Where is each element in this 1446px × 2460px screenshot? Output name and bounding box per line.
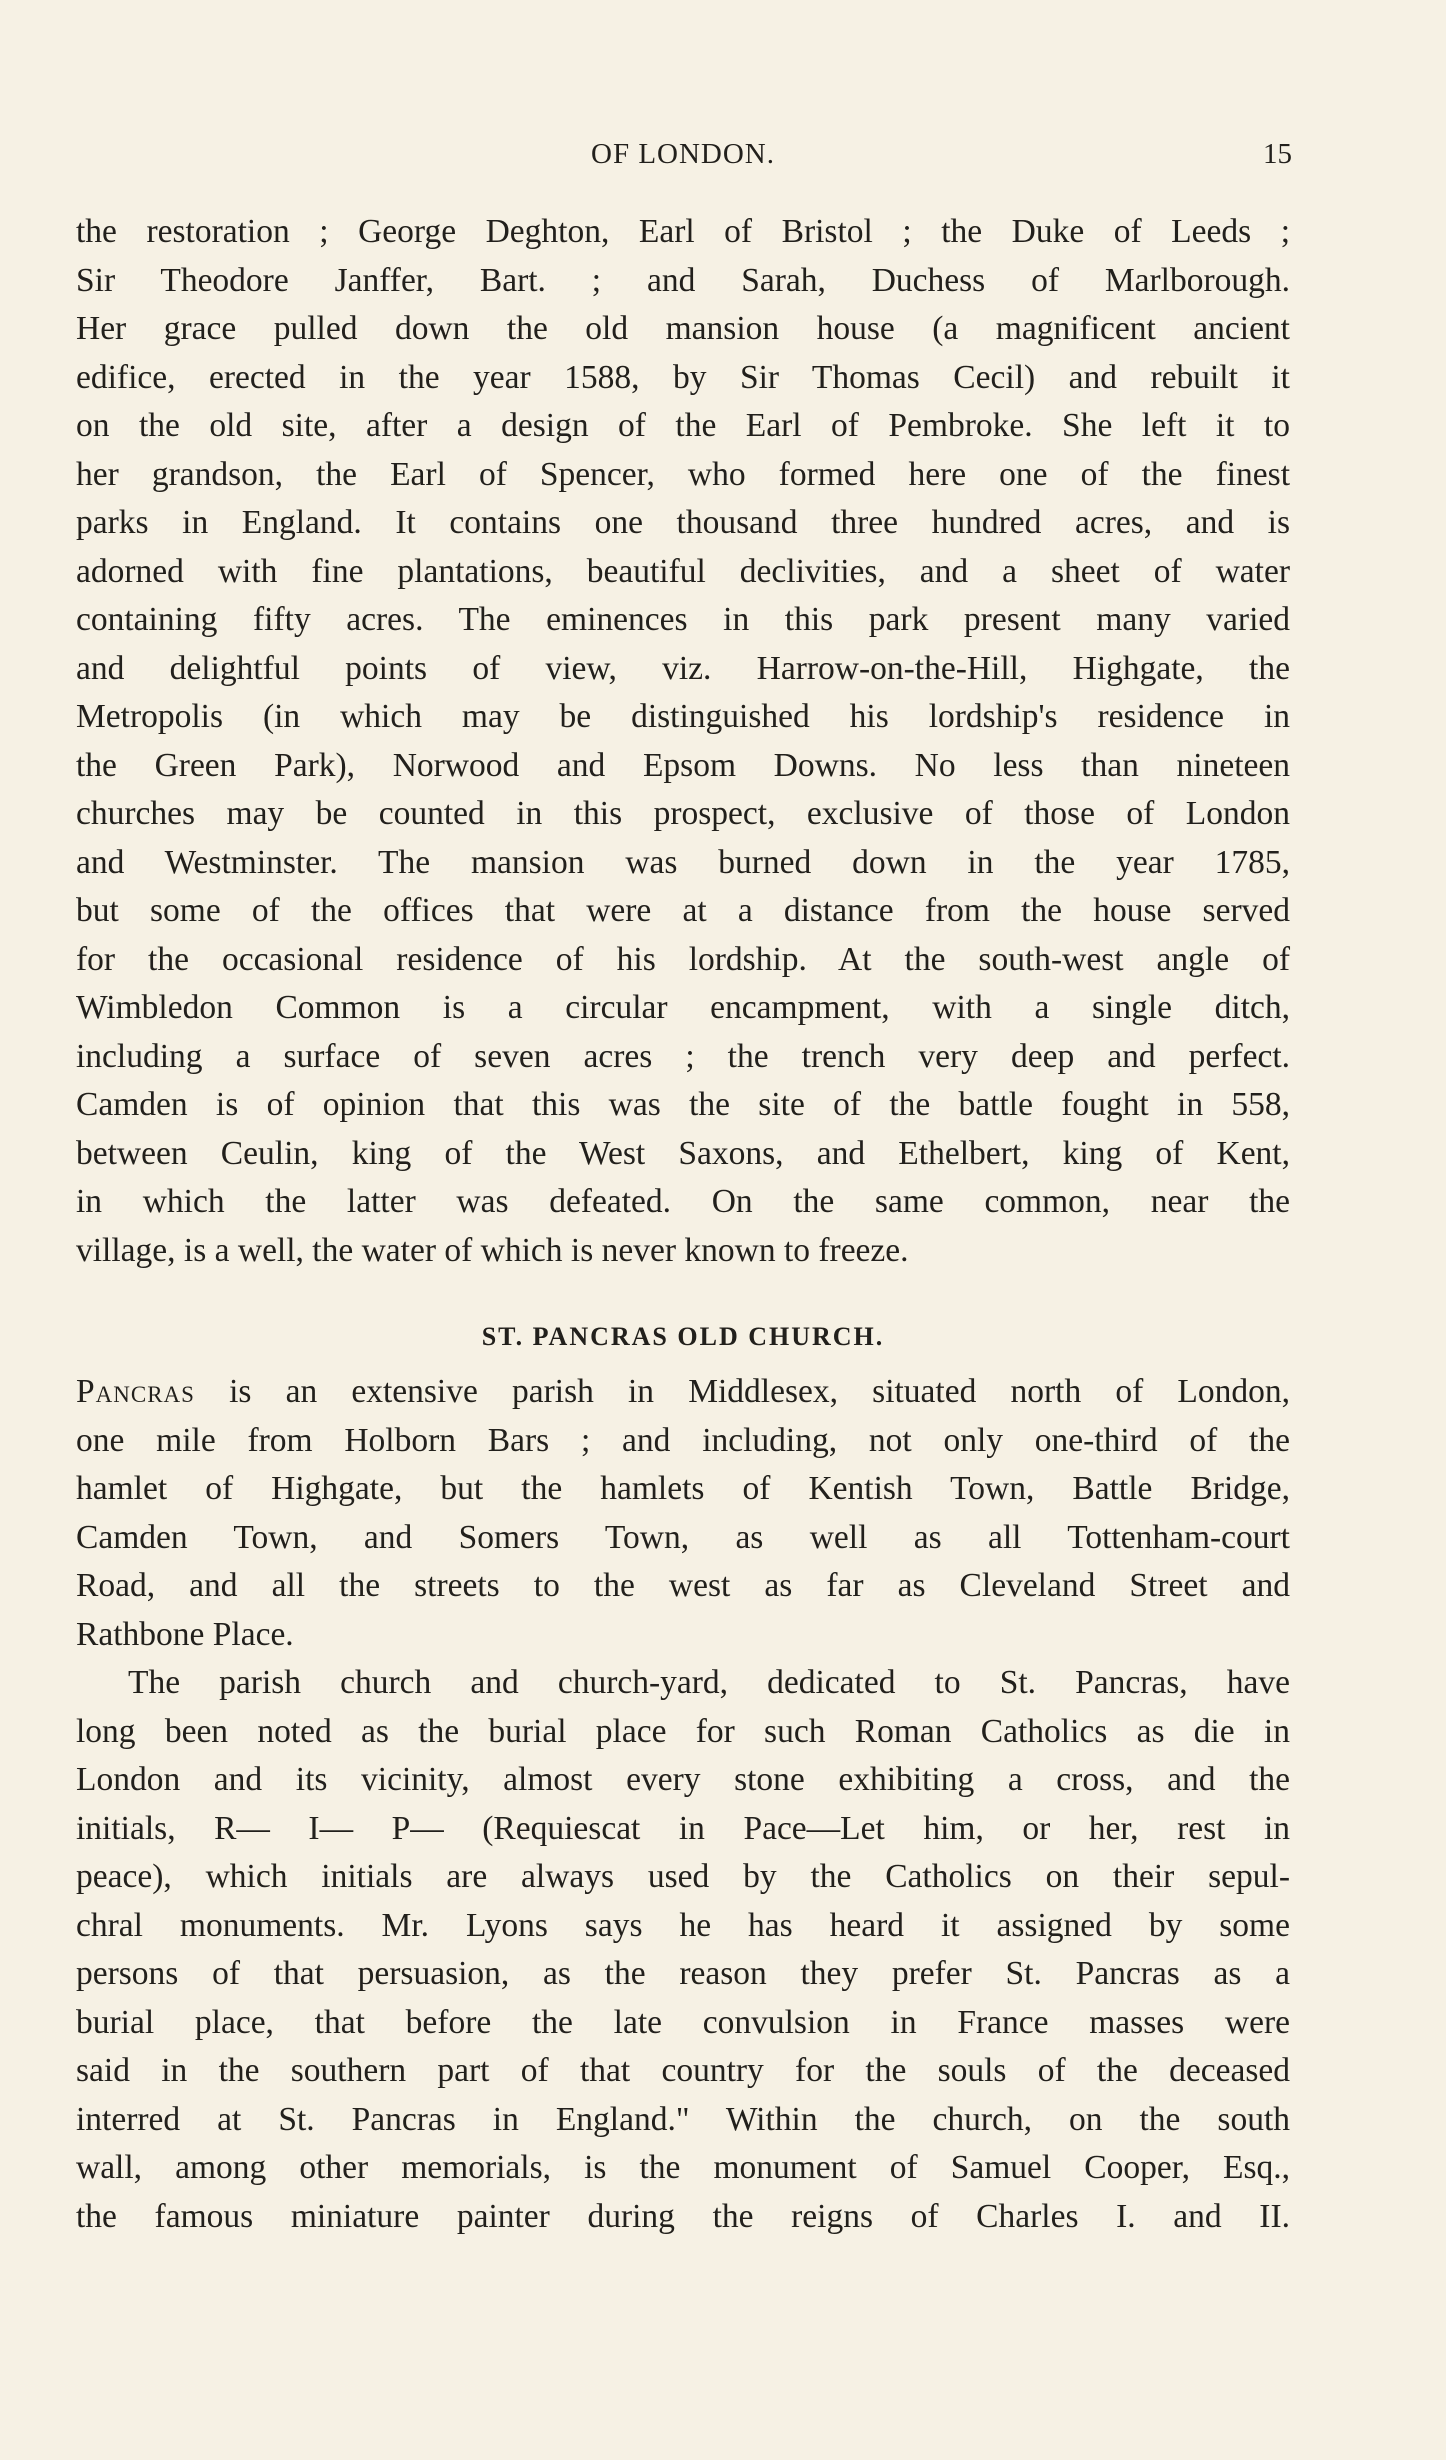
text-line: Camden Town, and Somers Town, as well as all Tottenham-court — [76, 1518, 1290, 1556]
drop-word: Pancras — [76, 1373, 195, 1410]
text-line: in which the latter was defeated. On the same common, near the — [76, 1183, 1290, 1220]
text-line: adorned with fine plantations, beautiful declivities, and a sheet of water — [76, 552, 1290, 590]
text-line: Rathbone Place. — [76, 1615, 294, 1653]
text-line: her grandson, the Earl of Spencer, who formed here one of the finest — [76, 455, 1290, 493]
page-number: 15 — [1263, 138, 1292, 170]
text-line: the Green Park), Norwood and Epsom Downs. No less than nineteen — [76, 746, 1290, 784]
text-line: and Westminster. The mansion was burned down in the year 1785, — [76, 843, 1290, 881]
text-line: the famous miniature painter during the reigns of Charles I. and II. — [76, 2197, 1290, 2235]
text-line: Metropolis (in which may be distinguished his lordship's residence in — [76, 698, 1290, 735]
paragraph-wimbledon — [76, 208, 1290, 1275]
running-head: OF LONDON. — [591, 138, 775, 170]
first-line-rest: is an extensive parish in Middlesex, situated north of London, — [194, 1373, 1290, 1410]
text-line: edifice, erected in the year 1588, by Sir Thomas Cecil) and rebuilt it — [76, 358, 1290, 396]
text-line: peace), which initials are always used by the Catholics on their sepul- — [76, 1858, 1290, 1895]
text-line: hamlet of Highgate, but the hamlets of Kentish Town, Battle Bridge, — [76, 1470, 1290, 1507]
text-line: on the old site, after a design of the Earl of Pembroke. She left it to — [76, 407, 1290, 444]
text-line: Her grace pulled down the old mansion house (a magnificent ancient — [76, 310, 1290, 347]
text-line: chral monuments. Mr. Lyons says he has heard it assigned by some — [76, 1906, 1290, 1944]
text-line: long been noted as the burial place for such Roman Catholics as die in — [76, 1712, 1290, 1750]
text-line: The parish church and church-yard, dedicated to St. Pancras, have — [128, 1664, 1290, 1701]
text-line: Road, and all the streets to the west as far as Cleveland Street and — [76, 1567, 1290, 1604]
text-line: interred at St. Pancras in England." Within the church, on the south — [76, 2100, 1290, 2138]
text-line: initials, R— I— P— (Requiescat in Pace—Let him, or her, rest in — [76, 1809, 1290, 1847]
text-line: and delightful points of view, viz. Harrow-on-the-Hill, Highgate, the — [76, 649, 1290, 687]
text-line: burial place, that before the late convulsion in France masses were — [76, 2003, 1290, 2041]
text-line: for the occasional residence of his lordship. At the south-west angle of — [76, 940, 1290, 978]
text-line: Camden is of opinion that this was the site of the battle fought in 558, — [76, 1086, 1290, 1123]
text-line: the restoration ; George Deghton, Earl of Bristol ; the Duke of Leeds ; — [76, 213, 1290, 250]
text-line: persons of that persuasion, as the reason they prefer St. Pancras as a — [76, 1955, 1290, 1992]
text-line: Wimbledon Common is a circular encampment, with a single ditch, — [76, 989, 1290, 1026]
text-line: one mile from Holborn Bars ; and including, not only one-third of the — [76, 1421, 1290, 1459]
text-line: but some of the offices that were at a distance from the house served — [76, 892, 1290, 929]
page-header — [74, 138, 1292, 178]
text-line: between Ceulin, king of the West Saxons, and Ethelbert, king of Kent, — [76, 1134, 1290, 1172]
text-line: London and its vicinity, almost every stone exhibiting a cross, and the — [76, 1761, 1290, 1798]
text-line: churches may be counted in this prospect, exclusive of those of London — [76, 795, 1290, 832]
text-line: containing fifty acres. The eminences in this park present many varied — [76, 601, 1290, 638]
text-line: wall, among other memorials, is the monument of Samuel Cooper, Esq., — [76, 2149, 1290, 2186]
text-line: including a surface of seven acres ; the trench very deep and perfect. — [76, 1037, 1290, 1075]
text-line: Sir Theodore Janffer, Bart. ; and Sarah, Duchess of Marlborough. — [76, 261, 1290, 299]
section-heading: ST. PANCRAS OLD CHURCH. — [481, 1322, 885, 1351]
text-line: parks in England. It contains one thousand three hundred acres, and is — [76, 504, 1290, 541]
text-line: said in the southern part of that country for the souls of the deceased — [76, 2052, 1290, 2089]
text-line-first — [76, 1368, 1290, 1417]
text-line: village, is a well, the water of which is never known to freeze. — [76, 1231, 909, 1269]
paragraphs-st-pancras — [76, 1368, 1290, 2241]
